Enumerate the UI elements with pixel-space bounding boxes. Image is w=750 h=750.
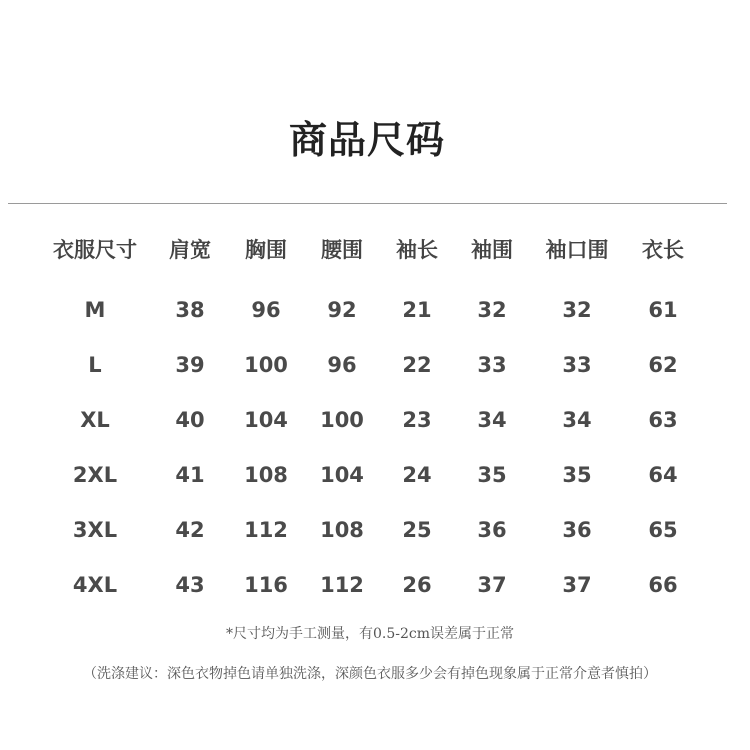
measurement-cell: 42 — [175, 518, 205, 542]
table-row — [0, 350, 750, 380]
measurement-cell: 32 — [562, 298, 592, 322]
measurement-cell: 26 — [402, 573, 432, 597]
measurement-cell: 22 — [402, 353, 432, 377]
column-header-size: 衣服尺寸 — [53, 238, 137, 262]
measurement-cell: 96 — [251, 298, 281, 322]
column-header-sleeve-circumference: 袖围 — [471, 238, 513, 262]
size-label: XL — [80, 408, 110, 432]
measurement-cell: 96 — [327, 353, 357, 377]
measurement-cell: 39 — [175, 353, 205, 377]
table-header-row — [0, 235, 750, 265]
measurement-cell: 34 — [562, 408, 592, 432]
page-title: 商品尺码 — [288, 118, 445, 162]
measurement-cell: 100 — [244, 353, 288, 377]
measurement-cell: 100 — [320, 408, 364, 432]
table-row — [0, 570, 750, 600]
measurement-cell: 32 — [477, 298, 507, 322]
measurement-cell: 35 — [477, 463, 507, 487]
column-header-garment-length: 衣长 — [642, 238, 684, 262]
column-header-sleeve-length: 袖长 — [396, 238, 438, 262]
column-header-shoulder-width: 肩宽 — [169, 238, 211, 262]
size-label: M — [84, 298, 106, 322]
measurement-cell: 108 — [320, 518, 364, 542]
measurement-cell: 38 — [175, 298, 205, 322]
size-label: 4XL — [72, 573, 118, 597]
table-row — [0, 405, 750, 435]
measurement-cell: 21 — [402, 298, 432, 322]
measurement-cell: 25 — [402, 518, 432, 542]
table-row — [0, 460, 750, 490]
measurement-cell: 62 — [648, 353, 678, 377]
divider — [8, 203, 727, 204]
measurement-cell: 37 — [562, 573, 592, 597]
measurement-cell: 33 — [562, 353, 592, 377]
table-row — [0, 515, 750, 545]
measurement-cell: 40 — [175, 408, 205, 432]
column-header-cuff-circumference: 袖口围 — [545, 238, 609, 262]
measurement-cell: 64 — [648, 463, 678, 487]
washing-note: （洗涤建议：深色衣物掉色请单独洗涤，深颜色衣服多少会有掉色现象属于正常介意者慎拍） — [83, 666, 657, 682]
measurement-cell: 112 — [244, 518, 288, 542]
measurement-cell: 43 — [175, 573, 205, 597]
measurement-cell: 33 — [477, 353, 507, 377]
measurement-cell: 92 — [327, 298, 357, 322]
measurement-cell: 34 — [477, 408, 507, 432]
measurement-cell: 65 — [648, 518, 678, 542]
measurement-cell: 104 — [320, 463, 364, 487]
measurement-cell: 104 — [244, 408, 288, 432]
measurement-cell: 66 — [648, 573, 678, 597]
measurement-cell: 37 — [477, 573, 507, 597]
measurement-cell: 35 — [562, 463, 592, 487]
measurement-note: *尺寸均为手工测量，有0.5-2cm误差属于正常 — [225, 626, 515, 642]
measurement-cell: 63 — [648, 408, 678, 432]
measurement-cell: 36 — [562, 518, 592, 542]
column-header-waist: 腰围 — [321, 238, 363, 262]
measurement-cell: 24 — [402, 463, 432, 487]
size-label: L — [88, 353, 102, 377]
column-header-chest: 胸围 — [245, 238, 287, 262]
measurement-cell: 112 — [320, 573, 364, 597]
measurement-cell: 36 — [477, 518, 507, 542]
measurement-cell: 61 — [648, 298, 678, 322]
size-label: 2XL — [72, 463, 118, 487]
measurement-cell: 116 — [244, 573, 288, 597]
measurement-cell: 23 — [402, 408, 432, 432]
measurement-cell: 108 — [244, 463, 288, 487]
measurement-cell: 41 — [175, 463, 205, 487]
size-label: 3XL — [72, 518, 118, 542]
table-row — [0, 295, 750, 325]
